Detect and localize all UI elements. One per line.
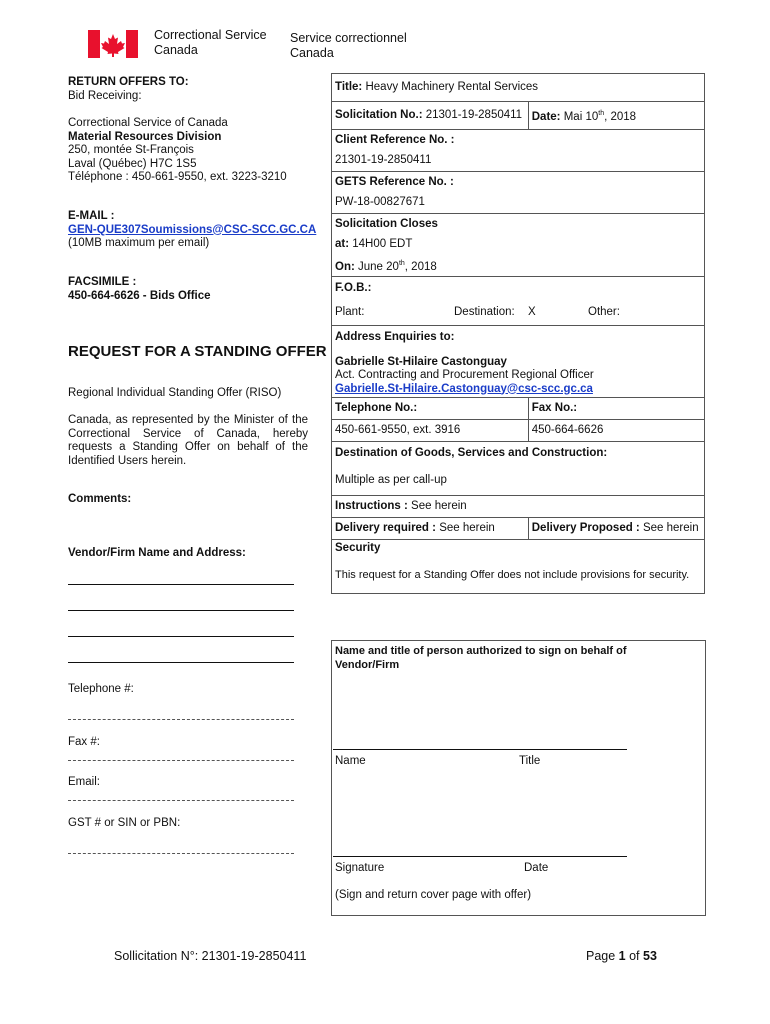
vendor-line-4[interactable] xyxy=(68,662,294,663)
fax-label: Fax #: xyxy=(68,736,100,748)
riso-label: Regional Individual Standing Offer (RISO) xyxy=(68,387,282,399)
destination-goods-label: Destination of Goods, Services and Construction: xyxy=(332,442,705,466)
gst-label: GST # or SIN or PBN: xyxy=(68,817,181,829)
department-name-fr: Service correctionnel Canada xyxy=(290,31,407,60)
instructions-cell: Instructions : See herein xyxy=(332,496,705,518)
vendor-line-2[interactable] xyxy=(68,610,294,611)
department-name-en: Correctional Service Canada xyxy=(154,28,267,57)
enquiries-cell: Address Enquiries to: Gabrielle St-Hilaire Castonguay Act. Contracting and Procurement Regional Officer Gabrielle.St-Hilaire.Castonguay@csc-scc.gc.ca xyxy=(332,326,705,398)
signature-box xyxy=(331,640,706,916)
comments-label: Comments: xyxy=(68,493,132,505)
closes-on: On: June 20th, 2018 xyxy=(332,256,705,277)
email-field-label: Email: xyxy=(68,776,100,788)
bid-email-link[interactable]: GEN-QUE307Soumissions@CSC-SCC.GC.CA xyxy=(68,223,317,236)
security-label: Security xyxy=(332,540,705,558)
telephone-line[interactable] xyxy=(68,719,294,720)
page-number: Page 1 of 53 xyxy=(586,949,657,963)
email-block: E-MAIL : GEN-QUE307Soumissions@CSC-SCC.GC.CA (10MB maximum per email) xyxy=(68,210,317,249)
fob-label: F.O.B.: xyxy=(332,277,705,300)
fax-line[interactable] xyxy=(68,760,294,761)
telephone-no-label: Telephone No.: xyxy=(332,398,529,420)
date-label: Date xyxy=(524,862,549,874)
gets-value: PW-18-00827671 xyxy=(332,193,705,214)
destination-goods-value: Multiple as per call-up xyxy=(332,466,705,496)
title-cell: Title: Heavy Machinery Rental Services xyxy=(332,74,705,102)
solicitation-cell: Solicitation No.: 21301-19-2850411 xyxy=(332,102,529,130)
return-address: Correctional Service of Canada Material Resources Division 250, montée St-François Laval (Québec) H7C 1S5 Téléphone : 450-661-9550, ext. 3223-3210 xyxy=(68,117,287,183)
delivery-proposed-cell: Delivery Proposed : See herein xyxy=(528,518,704,540)
vendor-line-3[interactable] xyxy=(68,636,294,637)
signature-label: Signature xyxy=(335,862,385,874)
fax-no-value: 450-664-6626 xyxy=(528,420,704,442)
client-ref-label: Client Reference No. : xyxy=(332,130,705,151)
date-cell: Date: Mai 10th, 2018 xyxy=(528,102,704,130)
name-title-line[interactable] xyxy=(333,749,627,750)
signature-date-line[interactable] xyxy=(333,856,627,857)
vendor-line-1[interactable] xyxy=(68,584,294,585)
client-ref-value: 21301-19-2850411 xyxy=(332,151,705,172)
gst-line[interactable] xyxy=(68,853,294,854)
return-offers-block: RETURN OFFERS TO: Bid Receiving: xyxy=(68,76,189,102)
telephone-label: Telephone #: xyxy=(68,683,134,695)
request-paragraph: Canada, as represented by the Minister of the Correctional Service of Canada, hereby requests a Standing Offer on behalf of the Identified Users herein. xyxy=(68,414,308,467)
title-label: Title xyxy=(519,755,541,767)
canada-flag-icon xyxy=(88,30,138,58)
security-value: This request for a Standing Offer does not include provisions for security. xyxy=(332,558,705,594)
vendor-label: Vendor/Firm Name and Address: xyxy=(68,547,246,559)
solicitation-info-table xyxy=(331,73,705,594)
page-title: REQUEST FOR A STANDING OFFER xyxy=(68,343,327,360)
fax-no-label: Fax No.: xyxy=(528,398,704,420)
destination-mark: X xyxy=(528,305,536,318)
telephone-no-value: 450-661-9550, ext. 3916 xyxy=(332,420,529,442)
facsimile-block: FACSIMILE : 450-664-6626 - Bids Office xyxy=(68,276,211,302)
fob-options: Plant: Destination: X Other: xyxy=(332,300,705,326)
signature-heading: Name and title of person authorized to sign on behalf of Vendor/Firm xyxy=(335,645,627,671)
closes-at: at: 14H00 EDT xyxy=(332,235,705,256)
email-line[interactable] xyxy=(68,800,294,801)
gets-label: GETS Reference No. : xyxy=(332,172,705,193)
footer-solicitation: Sollicitation N°: 21301-19-2850411 xyxy=(114,949,307,963)
name-label: Name xyxy=(335,755,366,767)
delivery-required-cell: Delivery required : See herein xyxy=(332,518,529,540)
closes-label: Solicitation Closes xyxy=(332,214,705,235)
signature-note: (Sign and return cover page with offer) xyxy=(335,889,532,901)
contact-email-link[interactable]: Gabrielle.St-Hilaire.Castonguay@csc-scc.gc.ca xyxy=(335,382,593,395)
